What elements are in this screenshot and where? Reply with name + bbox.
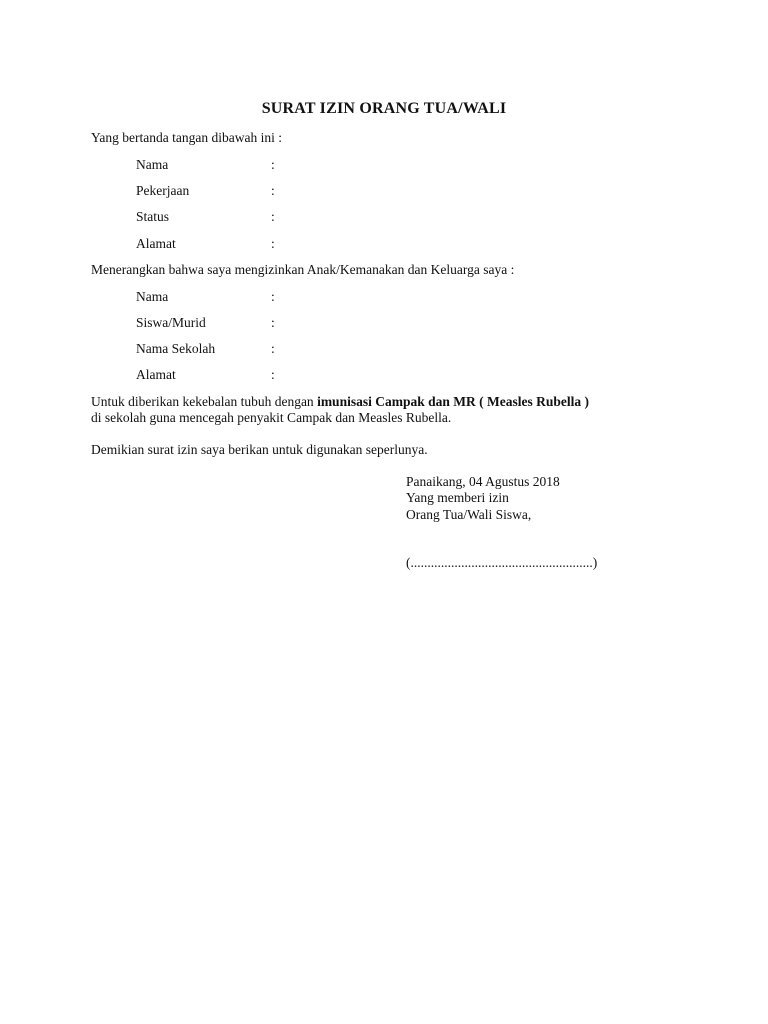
field-label: Nama bbox=[136, 289, 169, 304]
closing-text: Demikian surat izin saya berikan untuk digunakan seperlunya. bbox=[91, 442, 428, 457]
field-label: Siswa/Murid bbox=[136, 315, 206, 330]
field-colon: : bbox=[271, 315, 275, 330]
purpose-line-2: di sekolah guna mencegah penyakit Campak dan Measles Rubella. bbox=[91, 410, 452, 425]
field-colon: : bbox=[271, 367, 275, 382]
field-label: Alamat bbox=[136, 367, 176, 382]
field-colon: : bbox=[271, 209, 275, 224]
parent-field-row bbox=[136, 183, 275, 199]
child-field-row bbox=[136, 341, 275, 357]
field-colon: : bbox=[271, 289, 275, 304]
intro-text: Yang bertanda tangan dibawah ini : bbox=[91, 130, 282, 145]
field-label: Pekerjaan bbox=[136, 183, 190, 198]
purpose-prefix: Untuk diberikan kekebalan tubuh dengan bbox=[91, 394, 318, 409]
parent-field-row bbox=[136, 157, 275, 173]
field-colon: : bbox=[271, 341, 275, 356]
signature-giver: Yang memberi izin bbox=[406, 490, 509, 505]
parent-field-row bbox=[136, 209, 275, 225]
statement-text: Menerangkan bahwa saya mengizinkan Anak/Kemanakan dan Keluarga saya : bbox=[91, 262, 515, 277]
field-colon: : bbox=[271, 183, 275, 198]
purpose-line-1 bbox=[91, 394, 589, 410]
field-label: Nama Sekolah bbox=[136, 341, 216, 356]
field-label: Status bbox=[136, 209, 170, 224]
child-field-row bbox=[136, 367, 275, 383]
purpose-bold: imunisasi Campak dan MR ( Measles Rubella ) bbox=[317, 394, 589, 409]
signature-role: Orang Tua/Wali Siswa, bbox=[406, 507, 532, 522]
signature-line: (......................................................) bbox=[406, 555, 598, 570]
parent-field-row bbox=[136, 236, 275, 252]
field-label: Alamat bbox=[136, 236, 176, 251]
field-colon: : bbox=[271, 157, 275, 172]
page-title: SURAT IZIN ORANG TUA/WALI bbox=[261, 100, 507, 117]
child-field-row bbox=[136, 289, 275, 305]
signature-place-date: Panaikang, 04 Agustus 2018 bbox=[406, 474, 560, 489]
child-field-row bbox=[136, 315, 275, 331]
field-colon: : bbox=[271, 236, 275, 251]
field-label: Nama bbox=[136, 157, 169, 172]
